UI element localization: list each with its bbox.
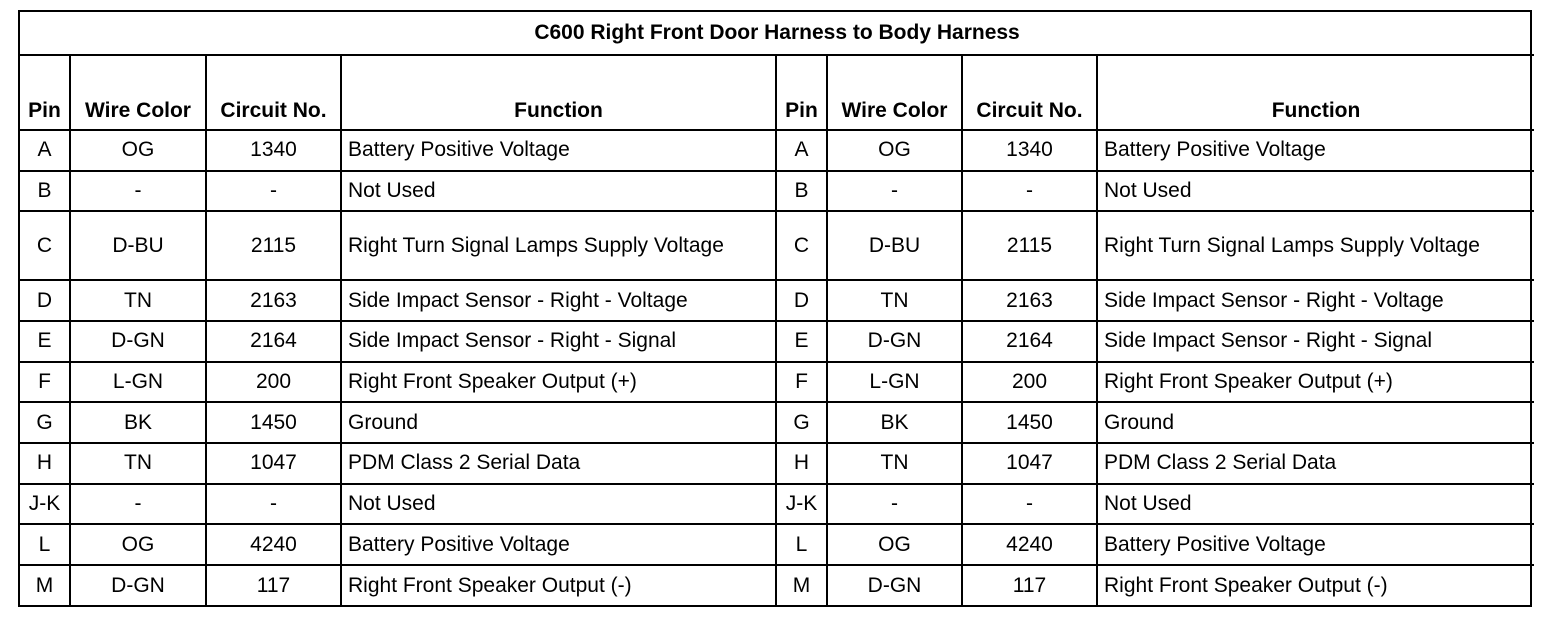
circuit-no-cell: 1450 [206,402,341,443]
pin-cell: B [20,171,70,212]
wire-color-cell: D-BU [827,211,962,280]
circuit-no-cell: - [206,171,341,212]
connector-table-frame [18,10,1532,607]
circuit-no-cell: 117 [962,565,1097,605]
pin-cell: J-K [20,484,70,525]
pin-cell: H [20,443,70,484]
table-row [20,362,1534,403]
wire-color-cell: D-BU [70,211,206,280]
wire-color-cell: OG [70,524,206,565]
pin-cell: G [20,402,70,443]
pin-cell: L [20,524,70,565]
function-cell: Right Front Speaker Output (-) [341,565,776,605]
pin-cell: A [20,130,70,171]
pin-cell: C [20,211,70,280]
pin-cell: H [776,443,827,484]
function-cell: Side Impact Sensor - Right - Signal [1097,321,1534,362]
function-cell: Not Used [1097,171,1534,212]
function-cell: Not Used [341,171,776,212]
pin-cell: M [776,565,827,605]
function-cell: Right Front Speaker Output (+) [341,362,776,403]
circuit-no-cell: 117 [206,565,341,605]
header-wire-color: Wire Color [827,55,962,130]
function-cell: Battery Positive Voltage [1097,130,1534,171]
header-circuit-no: Circuit No. [206,55,341,130]
circuit-no-cell: 1340 [206,130,341,171]
pin-cell: L [776,524,827,565]
wire-color-cell: BK [70,402,206,443]
wire-color-cell: L-GN [827,362,962,403]
circuit-no-cell: 2164 [206,321,341,362]
table-row [20,321,1534,362]
pin-cell: M [20,565,70,605]
function-cell: Right Turn Signal Lamps Supply Voltage [1097,211,1534,280]
table-title: C600 Right Front Door Harness to Body Harness [20,12,1534,55]
header-pin: Pin [20,55,70,130]
function-cell: Battery Positive Voltage [341,524,776,565]
pin-cell: E [776,321,827,362]
connector-pinout-table [20,12,1534,605]
function-cell: Side Impact Sensor - Right - Voltage [1097,280,1534,321]
header-function: Function [341,55,776,130]
function-cell: Right Front Speaker Output (+) [1097,362,1534,403]
pin-cell: F [776,362,827,403]
pin-cell: A [776,130,827,171]
wire-color-cell: L-GN [70,362,206,403]
wire-color-cell: OG [827,130,962,171]
pin-cell: B [776,171,827,212]
circuit-no-cell: 2115 [206,211,341,280]
table-row [20,524,1534,565]
circuit-no-cell: 200 [962,362,1097,403]
function-cell: Battery Positive Voltage [1097,524,1534,565]
wire-color-cell: OG [70,130,206,171]
wire-color-cell: - [70,484,206,525]
pin-cell: C [776,211,827,280]
circuit-no-cell: 2163 [206,280,341,321]
circuit-no-cell: 2115 [962,211,1097,280]
table-row [20,565,1534,605]
table-row [20,402,1534,443]
wire-color-cell: - [827,484,962,525]
circuit-no-cell: 1450 [962,402,1097,443]
table-row [20,130,1534,171]
function-cell: PDM Class 2 Serial Data [1097,443,1534,484]
table-row [20,443,1534,484]
header-wire-color: Wire Color [70,55,206,130]
table-row [20,484,1534,525]
wire-color-cell: TN [827,443,962,484]
circuit-no-cell: - [962,171,1097,212]
wire-color-cell: TN [70,443,206,484]
wire-color-cell: D-GN [827,565,962,605]
wire-color-cell: OG [827,524,962,565]
wire-color-cell: TN [70,280,206,321]
wire-color-cell: BK [827,402,962,443]
function-cell: Ground [341,402,776,443]
circuit-no-cell: 4240 [206,524,341,565]
wire-color-cell: - [70,171,206,212]
circuit-no-cell: 2164 [962,321,1097,362]
pin-cell: D [20,280,70,321]
circuit-no-cell: 1047 [962,443,1097,484]
pin-cell: D [776,280,827,321]
pin-cell: F [20,362,70,403]
wire-color-cell: TN [827,280,962,321]
function-cell: Side Impact Sensor - Right - Signal [341,321,776,362]
wire-color-cell: D-GN [70,321,206,362]
function-cell: Not Used [1097,484,1534,525]
circuit-no-cell: 4240 [962,524,1097,565]
pin-cell: E [20,321,70,362]
function-cell: Right Front Speaker Output (-) [1097,565,1534,605]
circuit-no-cell: 200 [206,362,341,403]
header-pin: Pin [776,55,827,130]
table-row [20,211,1534,280]
function-cell: Battery Positive Voltage [341,130,776,171]
circuit-no-cell: 1047 [206,443,341,484]
circuit-no-cell: - [962,484,1097,525]
wire-color-cell: - [827,171,962,212]
pin-cell: G [776,402,827,443]
header-circuit-no: Circuit No. [962,55,1097,130]
circuit-no-cell: 2163 [962,280,1097,321]
table-row [20,280,1534,321]
circuit-no-cell: 1340 [962,130,1097,171]
function-cell: Right Turn Signal Lamps Supply Voltage [341,211,776,280]
pin-cell: J-K [776,484,827,525]
circuit-no-cell: - [206,484,341,525]
wire-color-cell: D-GN [827,321,962,362]
function-cell: Side Impact Sensor - Right - Voltage [341,280,776,321]
header-function: Function [1097,55,1534,130]
wire-color-cell: D-GN [70,565,206,605]
table-header-row [20,55,1534,130]
function-cell: PDM Class 2 Serial Data [341,443,776,484]
table-row [20,171,1534,212]
function-cell: Ground [1097,402,1534,443]
function-cell: Not Used [341,484,776,525]
